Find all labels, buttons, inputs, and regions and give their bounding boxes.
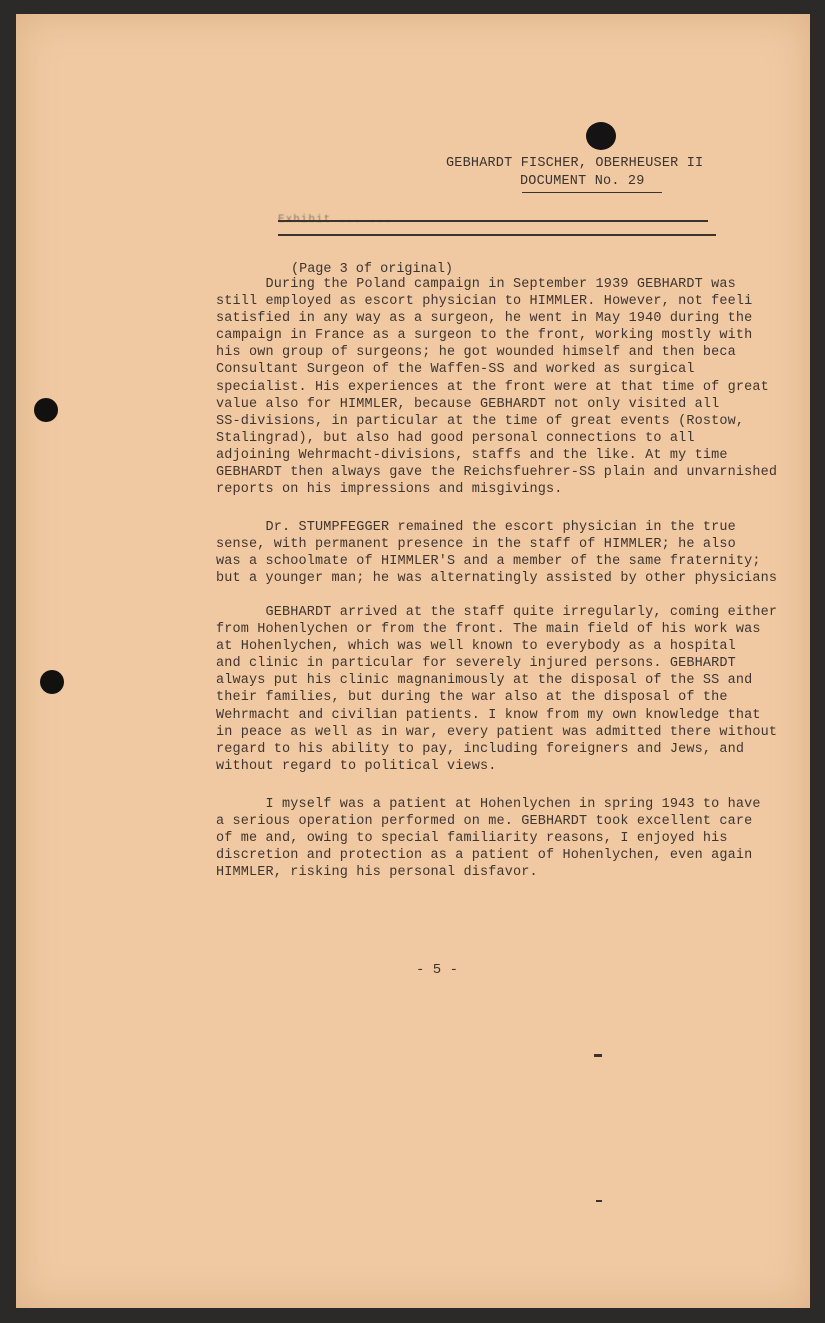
text-line: value also for HIMMLER, because GEBHARDT not only visited all xyxy=(216,396,720,412)
document-page xyxy=(16,14,810,1308)
paragraph-stumpfegger xyxy=(216,519,776,587)
text-line: reports on his impressions and misgivings. xyxy=(216,482,563,498)
text-line: without regard to political views. xyxy=(216,758,497,774)
paragraph-gebhardt-campaigns xyxy=(216,276,776,498)
punch-hole-top xyxy=(34,398,58,422)
strike-mark xyxy=(278,220,708,222)
paper-speck xyxy=(594,1054,602,1057)
text-line: campaign in France as a surgeon to the front, working mostly with xyxy=(216,328,753,344)
text-line: regard to his ability to pay, including foreigners and Jews, and xyxy=(216,741,745,757)
punch-hole-bottom xyxy=(40,670,64,694)
text-line: Wehrmacht and civilian patients. I know from my own knowledge that xyxy=(216,707,761,723)
page-number: - 5 - xyxy=(416,962,459,978)
text-line: GEBHARDT arrived at the staff quite irregularly, coming either xyxy=(216,605,778,620)
text-line: still employed as escort physician to HIMMLER. However, not feeli xyxy=(216,294,753,310)
header-document-number: DOCUMENT No. 29 xyxy=(520,174,645,189)
header-defendants: GEBHARDT FISCHER, OBERHEUSER II xyxy=(446,156,704,171)
text-line: of me and, owing to special familiarity reasons, I enjoyed his xyxy=(216,831,728,847)
text-line: his own group of surgeons; he got wounded himself and then beca xyxy=(216,345,736,361)
text-line: their families, but during the war also at the disposal of the xyxy=(216,690,728,706)
text-line: satisfied in any way as a surgeon, he went in May 1940 during the xyxy=(216,311,753,327)
header-underline xyxy=(522,192,662,193)
strike-underline xyxy=(278,234,716,236)
paper-speck xyxy=(596,1200,602,1202)
text-line: sense, with permanent presence in the staff of HIMMLER; he also xyxy=(216,537,736,553)
text-line: in peace as well as in war, every patient was admitted there without xyxy=(216,724,778,740)
text-line: Dr. STUMPFEGGER remained the escort physician in the true xyxy=(216,520,736,535)
text-line: but a younger man; he was alternatingly assisted by other physicians xyxy=(216,571,778,587)
text-line: specialist. His experiences at the front were at that time of great xyxy=(216,379,769,395)
text-line: from Hohenlychen or from the front. The main field of his work was xyxy=(216,622,761,638)
text-line: GEBHARDT then always gave the Reichsfuehrer-SS plain and unvarnished xyxy=(216,465,778,481)
text-line: I myself was a patient at Hohenlychen in spring 1943 to have xyxy=(216,797,761,812)
page-of-original-label: (Page 3 of original) xyxy=(291,262,454,277)
text-line: adjoining Wehrmacht-divisions, staffs and the like. At my time xyxy=(216,447,728,463)
text-line: SS-divisions, in particular at the time of great events (Rostow, xyxy=(216,413,745,429)
text-line: a serious operation performed on me. GEBHARDT took excellent care xyxy=(216,814,753,830)
struck-out-line xyxy=(278,210,716,250)
paragraph-hohenlychen-clinic xyxy=(216,604,776,775)
ink-blot xyxy=(586,122,616,150)
text-line: and clinic in particular for severely injured persons. GEBHARDT xyxy=(216,656,736,672)
text-line: was a schoolmate of HIMMLER'S and a member of the same fraternity; xyxy=(216,554,761,570)
text-line: Consultant Surgeon of the Waffen-SS and worked as surgical xyxy=(216,362,695,378)
text-line: Stalingrad), but also had good personal connections to all xyxy=(216,430,695,446)
text-line: at Hohenlychen, which was well known to everybody as a hospital xyxy=(216,639,736,655)
text-line: HIMMLER, risking his personal disfavor. xyxy=(216,865,538,881)
text-line: discretion and protection as a patient of Hohenlychen, even again xyxy=(216,848,753,864)
text-line: always put his clinic magnanimously at the disposal of the SS and xyxy=(216,673,753,689)
paragraph-personal-patient xyxy=(216,796,776,881)
text-line: During the Poland campaign in September 1939 GEBHARDT was xyxy=(216,277,736,292)
